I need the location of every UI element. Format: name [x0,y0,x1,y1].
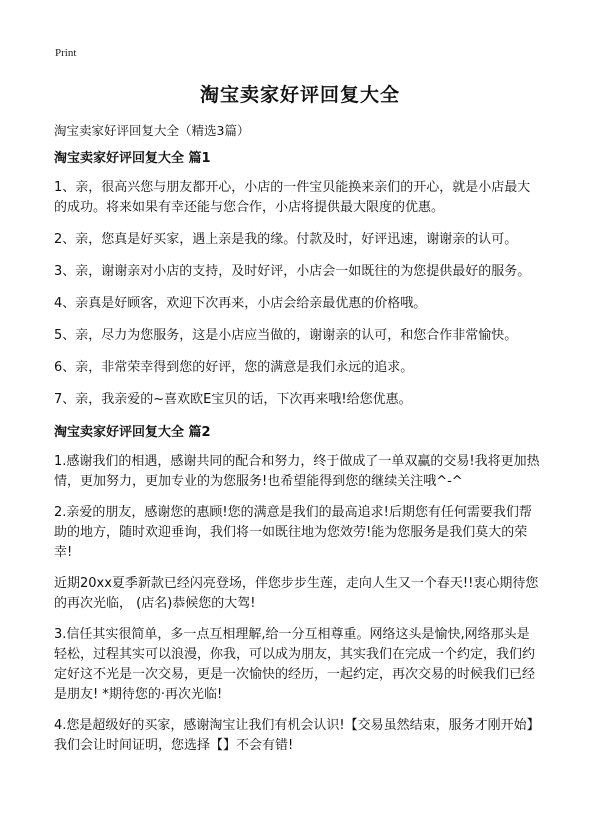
paragraph: 4.您是超级好的买家，感谢淘宝让我们有机会认识!【交易虽然结束，服务才刚开始】我们会让时间证明，您选择【】不会有错! [54,718,540,753]
print-link[interactable]: Print [55,47,77,59]
paragraph: 4、亲真是好顾客，欢迎下次再来，小店会给亲最优惠的价格哦。 [54,296,427,311]
paragraph: 1、亲，很高兴您与朋友都开心，小店的一件宝贝能换来亲们的开心，就是小店最大的成功。将来如果有幸还能与您合作，小店将提供最大限度的优惠。 [54,180,531,215]
document-content [54,150,542,767]
paragraph: 1.感谢我们的相遇，感谢共同的配合和努力，终于做成了一单双赢的交易!我将更加热情，更加努力，更加专业的为您服务!也希望能得到您的继续关注哦^-^ [54,454,540,489]
paragraph: 3、亲，谢谢亲对小店的支持，及时好评，小店会一如既往的为您提供最好的服务。 [54,264,531,279]
page-title: 淘宝卖家好评回复大全 [199,84,400,106]
paragraph: 近期20xx夏季新款已经闪亮登场，伴您步步生莲，走向人生又一个春天!!衷心期待您的再次光临， (店名)恭候您的大驾! [54,576,539,611]
section-1 [54,150,542,410]
section-2 [54,424,542,756]
paragraph: 6、亲，非常荣幸得到您的好评，您的满意是我们永远的追求。 [54,360,414,375]
paragraph: 2.亲爱的朋友，感谢您的惠顾!您的满意是我们的最高追求!后期您有任何需要我们帮助的地方，随时欢迎垂询，我们将一如既往地为您效劳!能为您服务是我们莫大的荣幸! [54,505,532,560]
document-intro: 淘宝卖家好评回复大全（精选3篇） [54,123,250,138]
paragraph: 7、亲，我亲爱的~喜欢欧E宝贝的话，下次再来哦!给您优惠。 [54,392,412,407]
paragraph: 5、亲，尽力为您服务，这是小店应当做的，谢谢亲的认可，和您合作非常愉快。 [54,328,518,343]
section-heading: 淘宝卖家好评回复大全 篇1 [54,151,211,166]
paragraph: 2、亲，您真是好买家，遇上亲是我的缘。付款及时，好评迅速，谢谢亲的认可。 [54,232,518,247]
section-heading: 淘宝卖家好评回复大全 篇2 [54,425,211,440]
paragraph: 3.信任其实很简单，多一点互相理解,给一分互相尊重。网络这头是愉快,网络那头是轻松，过程其实可以浪漫，你我，可以成为朋友，其实我们在完成一个约定，我们约定好这不光是一次交易，更是一次愉快的经历，一起约定，再次交易的时候我们已经是朋友! *期待您的·再次光临! [54,627,536,702]
